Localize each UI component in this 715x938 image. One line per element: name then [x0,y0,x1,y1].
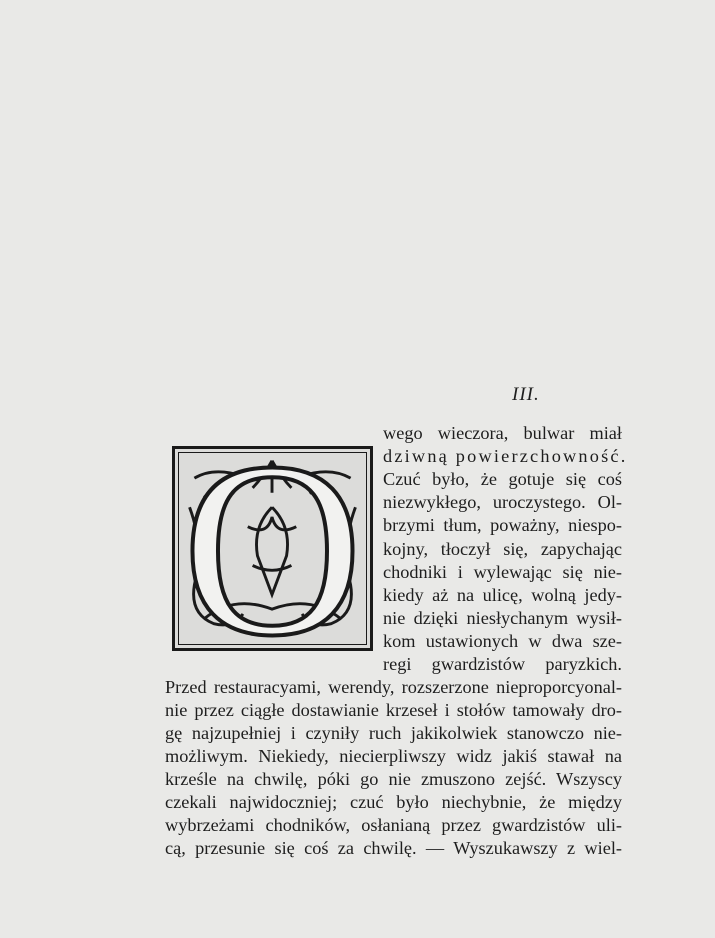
ornamental-drop-cap [172,411,373,688]
text-line: niezwykłego, uroczystego. Ol- [383,492,622,512]
text-line: regi gwardzistów paryzkich. [383,654,622,674]
text-line: kiedy aż na ulicę, wolną jedy- [383,585,622,605]
text-line: Czuć było, że gotuje się coś [383,469,622,489]
text-line: czekali najwidoczniej; czuć było niechybnie, że między [165,792,622,812]
text-line: cą, przesunie się coś za chwilę. — Wyszukawszy z wiel- [165,838,622,858]
text-line: wego wieczora, bulwar miał [383,423,622,443]
text-line: nie dzięki niesłychanym wysił- [383,608,622,628]
text-line: krześle na chwilę, póki go nie zmuszono zejść. Wszyscy [165,769,622,789]
text-line: nie przez ciągłe dostawianie krzeseł i stołów tamowały dro- [165,700,622,720]
drop-cap-letter: O [182,411,363,688]
text-line: kojny, tłoczył się, zapychając [383,539,622,559]
text-line: wybrzeżami chodników, osłanianą przez gwardzistów uli- [165,815,622,835]
text-line: chodniki i wylewając się nie- [383,562,622,582]
text-line: Przed restauracyami, werendy, rozszerzone nieproporcyonal- [165,677,622,697]
text-line: kom ustawionych w dwa sze- [383,631,622,651]
text-line: dziwną powierzchowność. [383,446,628,466]
chapter-number: III. [512,384,540,405]
text-line: brzymi tłum, poważny, niespo- [383,515,622,535]
text-line: gę najzupełniej i czyniły ruch jakikolwiek stanowczo nie- [165,723,622,743]
text-line: możliwym. Niekiedy, niecierpliwszy widz jakiś stawał na [165,746,622,766]
